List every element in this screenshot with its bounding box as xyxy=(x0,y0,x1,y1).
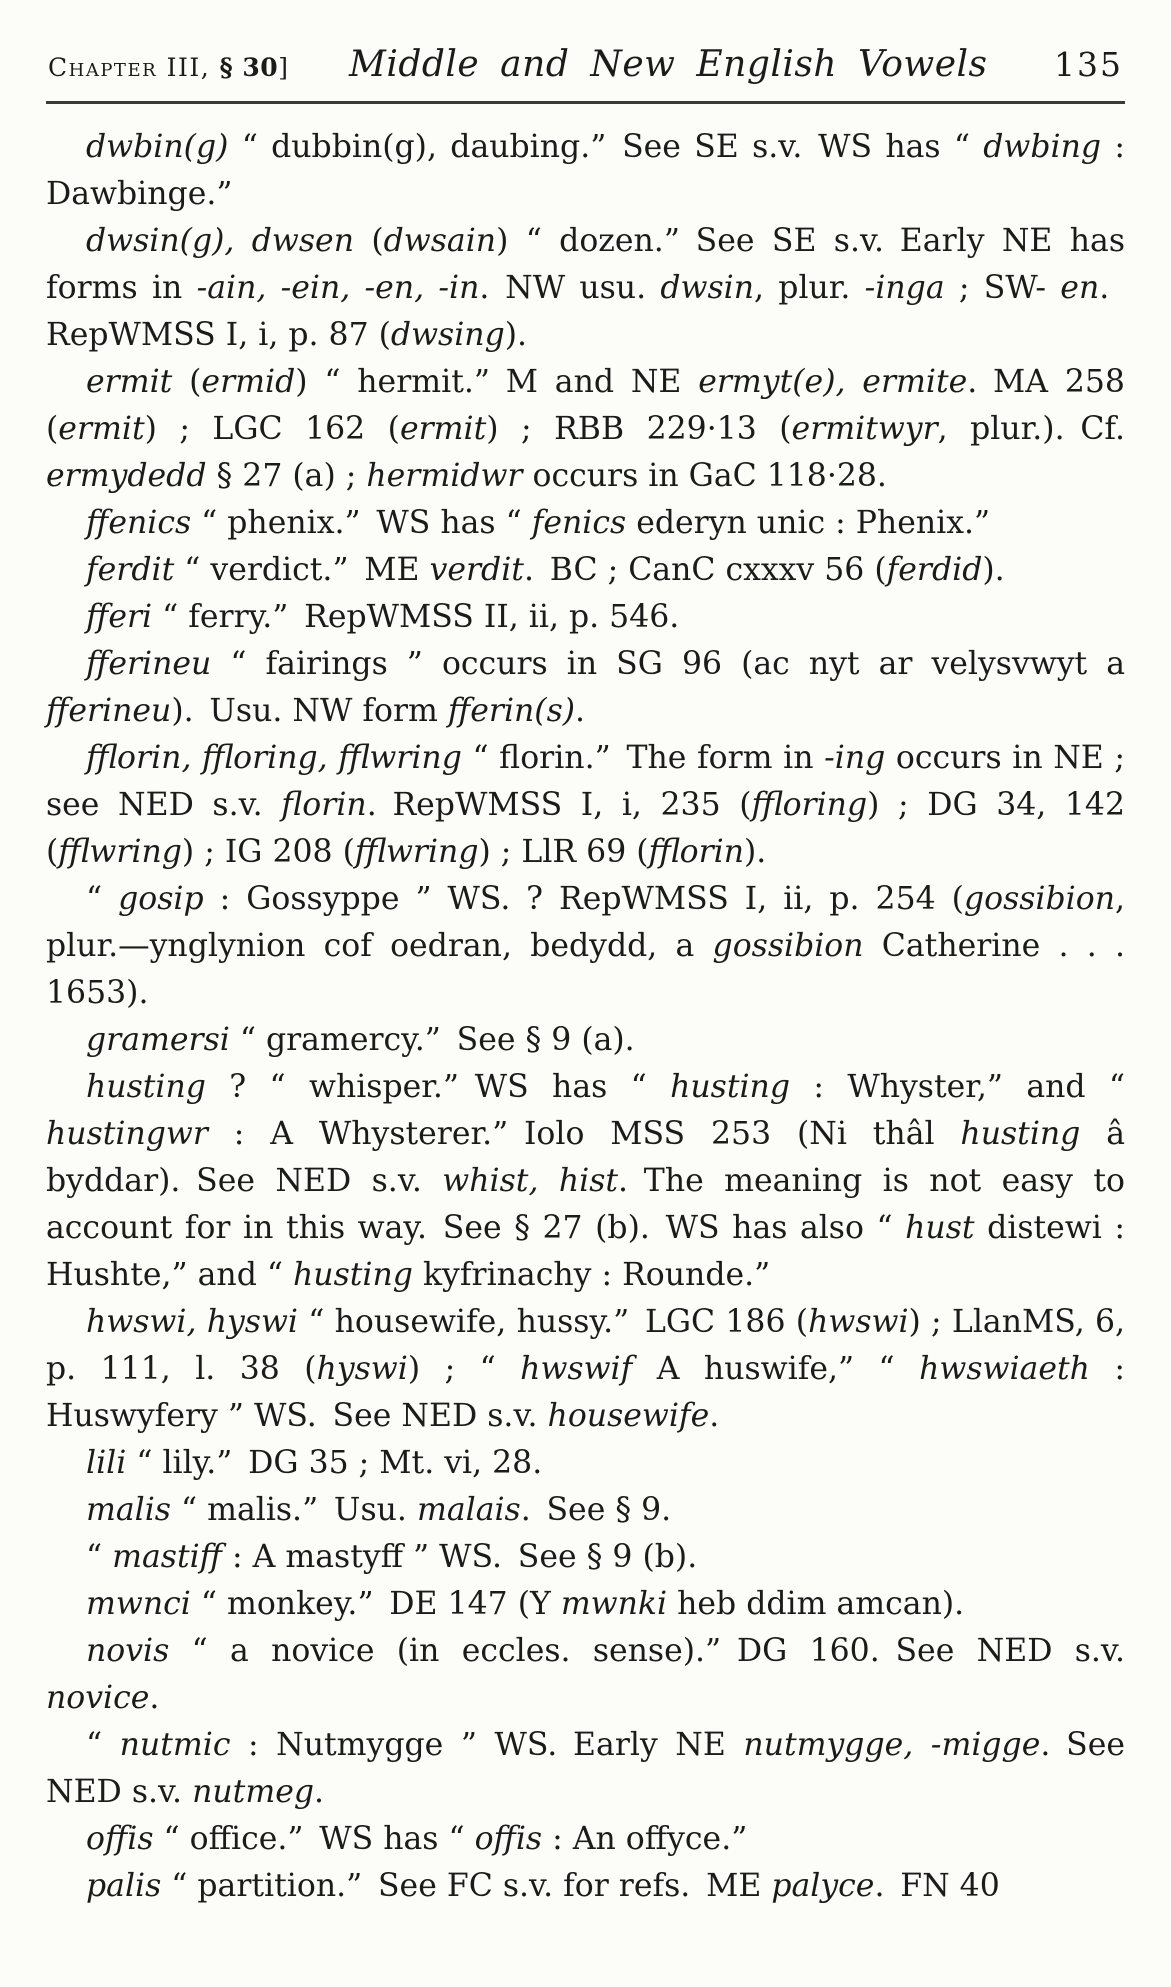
text-run: ) ; RBB 229·13 ( xyxy=(486,411,792,447)
page-number: 135 xyxy=(1054,45,1123,84)
italic-term: ermit xyxy=(58,411,145,447)
italic-term: -ain, -ein, -en, -in xyxy=(196,270,480,306)
entry-paragraph xyxy=(46,876,1125,1017)
italic-term: husting xyxy=(86,1069,206,1105)
entry-paragraph xyxy=(46,218,1125,359)
text-run: . RepWMSS I, i, 235 ( xyxy=(366,787,752,823)
text-run: . FN 40 xyxy=(874,1868,1000,1904)
italic-term: ermit xyxy=(399,411,487,447)
italic-term: fenics xyxy=(531,505,627,541)
italic-term: husting xyxy=(293,1257,413,1293)
italic-term: en xyxy=(1060,270,1100,306)
text-run: ). Usu. NW form xyxy=(171,693,448,729)
text-run: : Dawbinge.” xyxy=(46,129,1125,212)
italic-term: nutmygge, -migge xyxy=(743,1727,1041,1763)
text-run: distewi : Hushte,” and “ xyxy=(46,1210,1125,1293)
text-run: . xyxy=(149,1680,160,1716)
text-run: . xyxy=(314,1774,325,1810)
text-run: ). xyxy=(982,552,1005,588)
chapter-label xyxy=(48,53,288,82)
italic-term: hyswi xyxy=(316,1351,408,1387)
entry-paragraph xyxy=(46,735,1125,876)
text-run: “ fairings ” occurs in SG 96 (ac nyt ar velysvwyt a xyxy=(211,646,1125,682)
text-run: . MA 258 ( xyxy=(46,364,1125,447)
text-run: occurs in NE ; see NED s.v. xyxy=(46,740,1125,823)
italic-term: ffenics xyxy=(86,505,192,541)
entry-paragraph xyxy=(46,1816,1125,1863)
entry-paragraph xyxy=(46,500,1125,547)
text-run: “ a novice (in eccles. sense).” DG 160. See NED s.v. xyxy=(169,1633,1125,1669)
text-run: . xyxy=(709,1398,720,1434)
entry-paragraph xyxy=(46,594,1125,641)
text-run: . The meaning is not easy to account for in this way. See § 27 (b). WS has also “ xyxy=(46,1163,1125,1246)
italic-term: gossibion xyxy=(963,881,1115,917)
italic-term: lili xyxy=(86,1445,127,1481)
italic-term: mastiff xyxy=(112,1539,222,1575)
text-run: ) ; LlR 69 ( xyxy=(478,834,649,870)
text-run: . RepWMSS I, i, p. 87 ( xyxy=(46,270,1125,353)
italic-term: offis xyxy=(474,1821,543,1857)
italic-term: hust xyxy=(905,1210,975,1246)
text-run: : An offyce.” xyxy=(542,1821,748,1857)
italic-term: dwsing xyxy=(390,317,505,353)
text-run: . See NED s.v. xyxy=(46,1727,1126,1810)
text-run: . NW usu. xyxy=(479,270,661,306)
text-run: , plur. xyxy=(754,270,865,306)
text-run: “ xyxy=(86,1539,113,1575)
italic-term: gramersi xyxy=(86,1022,230,1058)
text-run: â byddar). See NED s.v. xyxy=(46,1116,1125,1199)
italic-term: whist, hist xyxy=(442,1163,619,1199)
text-run: “ xyxy=(86,1727,120,1763)
entry-paragraph xyxy=(46,1863,1125,1910)
text-run: “ dubbin(g), daubing.” See SE s.v. WS has “ xyxy=(228,129,984,165)
italic-term: verdit xyxy=(429,552,524,588)
text-run: ) ; DG 34, 142 ( xyxy=(46,787,1126,870)
text-run: ). xyxy=(504,317,528,353)
text-run: “ verdict.” ME xyxy=(174,552,430,588)
entry-paragraph xyxy=(46,547,1125,594)
entry-paragraph xyxy=(46,1299,1125,1440)
text-run: , plur.). Cf. xyxy=(937,411,1125,447)
italic-term: mwnci xyxy=(86,1586,191,1622)
italic-term: ermitwyr xyxy=(791,411,938,447)
italic-term: gossibion xyxy=(712,928,864,964)
entry-paragraph xyxy=(46,1487,1125,1534)
page-body xyxy=(46,124,1125,1910)
text-run: ; SW- xyxy=(944,270,1061,306)
italic-term: dwsin(g), dwsen xyxy=(86,223,372,259)
entry-paragraph xyxy=(46,641,1125,735)
entry-paragraph xyxy=(46,1628,1125,1722)
text-run: Catherine . . . 1653). xyxy=(46,928,1126,1011)
italic-term: dwbin(g) xyxy=(86,129,229,165)
italic-term: fflwring xyxy=(354,834,479,870)
text-run: “ gramercy.” See § 9 (a). xyxy=(229,1022,635,1058)
text-run: “ housewife, hussy.” LGC 186 ( xyxy=(298,1304,809,1340)
italic-term: -inga xyxy=(864,270,945,306)
text-run: . xyxy=(575,693,586,729)
italic-term: husting xyxy=(960,1116,1081,1152)
text-run: : Whyster,” and “ xyxy=(790,1069,1125,1105)
text-run: “ florin.” The form in xyxy=(461,740,825,776)
italic-term: fferineu xyxy=(46,693,172,729)
page-title: Middle and New English Vowels xyxy=(348,44,988,85)
italic-term: hermidwr xyxy=(366,458,523,494)
italic-term: mwnki xyxy=(560,1586,668,1622)
italic-term: hwswi xyxy=(808,1304,909,1340)
entry-paragraph xyxy=(46,1440,1125,1487)
text-run: heb ddim amcan). xyxy=(667,1586,965,1622)
text-run: , plur.—ynglynion cof oedran, bedydd, a xyxy=(46,881,1125,964)
italic-term: novice xyxy=(46,1680,150,1716)
text-run: ( xyxy=(189,364,202,400)
text-run: ederyn unic : Phenix.” xyxy=(626,505,991,541)
chapter-label-text: Chapter III, xyxy=(48,53,220,82)
italic-term: dwsin xyxy=(660,270,755,306)
italic-term: novis xyxy=(86,1633,170,1669)
italic-term: housewife xyxy=(547,1398,710,1434)
italic-term: ferdid xyxy=(886,552,983,588)
italic-term: ferdit xyxy=(86,552,175,588)
entry-paragraph xyxy=(46,1581,1125,1628)
section-number: § 30 xyxy=(219,53,279,82)
text-run: ) ; “ xyxy=(407,1351,521,1387)
text-run: : Gossyppe ” WS. ? RepWMSS I, ii, p. 254 ( xyxy=(203,881,964,917)
italic-term: husting xyxy=(670,1069,791,1105)
italic-term: fflorin xyxy=(648,834,744,870)
text-run: ) ; LGC 162 ( xyxy=(144,411,400,447)
italic-term: nutmic xyxy=(119,1727,231,1763)
italic-term: offis xyxy=(86,1821,154,1857)
italic-term: florin xyxy=(281,787,367,823)
italic-term: fferineu xyxy=(86,646,212,682)
italic-term: nutmeg xyxy=(192,1774,315,1810)
italic-term: hwswiaeth xyxy=(919,1351,1090,1387)
italic-term: ermyt(e), ermite xyxy=(698,364,968,400)
text-run: ) ; IG 208 ( xyxy=(181,834,355,870)
entry-paragraph xyxy=(46,124,1125,218)
entry-paragraph xyxy=(46,359,1125,500)
text-run: ) “ dozen.” See SE s.v. Early NE has forms in xyxy=(46,223,1125,306)
text-run: ) ; LlanMS, 6, p. 111, l. 38 ( xyxy=(46,1304,1126,1387)
text-run: “ office.” WS has “ xyxy=(153,1821,475,1857)
text-run: “ phenix.” WS has “ xyxy=(191,505,532,541)
italic-term: palyce xyxy=(771,1868,875,1904)
text-run: “ malis.” Usu. xyxy=(170,1492,417,1528)
text-run: § 27 (a) ; xyxy=(206,458,367,494)
italic-term: palis xyxy=(86,1868,162,1904)
text-run: : A Whysterer.” Iolo MSS 253 (Ni thâl xyxy=(207,1116,961,1152)
text-run: ( xyxy=(371,223,384,259)
italic-term: ermit xyxy=(86,364,190,400)
text-run: “ ferry.” RepWMSS II, ii, p. 546. xyxy=(152,599,680,635)
italic-term: hustingwr xyxy=(46,1116,208,1152)
italic-term: ermydedd xyxy=(46,458,207,494)
page-header xyxy=(46,44,1125,85)
italic-term: fferi xyxy=(86,599,153,635)
text-run: “ xyxy=(86,881,119,917)
text-run: : A mastyff ” WS. See § 9 (b). xyxy=(222,1539,698,1575)
italic-term: malais xyxy=(416,1492,521,1528)
text-run: kyfrinachy : Rounde.” xyxy=(412,1257,771,1293)
text-run: “ partition.” See FC s.v. for refs. ME xyxy=(161,1868,772,1904)
italic-term: hwswi, hyswi xyxy=(86,1304,299,1340)
italic-term: malis xyxy=(86,1492,171,1528)
italic-term: fflorin, ffloring, fflwring xyxy=(86,740,462,776)
entry-paragraph xyxy=(46,1064,1125,1299)
entry-paragraph xyxy=(46,1017,1125,1064)
divider-rule xyxy=(46,101,1125,104)
italic-term: dwsain xyxy=(383,223,497,259)
italic-term: hwswif xyxy=(520,1351,633,1387)
italic-term: fferin(s) xyxy=(447,693,576,729)
text-run: ). xyxy=(744,834,767,870)
italic-term: fflwring xyxy=(58,834,182,870)
text-run: occurs in GaC 118·28. xyxy=(522,458,887,494)
chapter-bracket: ] xyxy=(278,53,289,82)
text-run: . BC ; CanC cxxxv 56 ( xyxy=(523,552,887,588)
text-run: . See § 9. xyxy=(520,1492,672,1528)
text-run: : Nutmygge ” WS. Early NE xyxy=(230,1727,744,1763)
italic-term: ffloring xyxy=(751,787,868,823)
entry-paragraph xyxy=(46,1722,1125,1816)
text-run: “ lily.” DG 35 ; Mt. vi, 28. xyxy=(126,1445,543,1481)
italic-term: dwbing xyxy=(983,129,1102,165)
italic-term: -ing xyxy=(824,740,886,776)
italic-term: ermid xyxy=(201,364,296,400)
text-run: : Huswyfery ” WS. See NED s.v. xyxy=(46,1351,1125,1434)
italic-term: gosip xyxy=(118,881,204,917)
text-run: “ monkey.” DE 147 (Y xyxy=(190,1586,561,1622)
text-run: A huswife,” “ xyxy=(632,1351,920,1387)
text-run: ? “ whisper.” WS has “ xyxy=(205,1069,671,1105)
entry-paragraph xyxy=(46,1534,1125,1581)
text-run: ) “ hermit.” M and NE xyxy=(295,364,699,400)
